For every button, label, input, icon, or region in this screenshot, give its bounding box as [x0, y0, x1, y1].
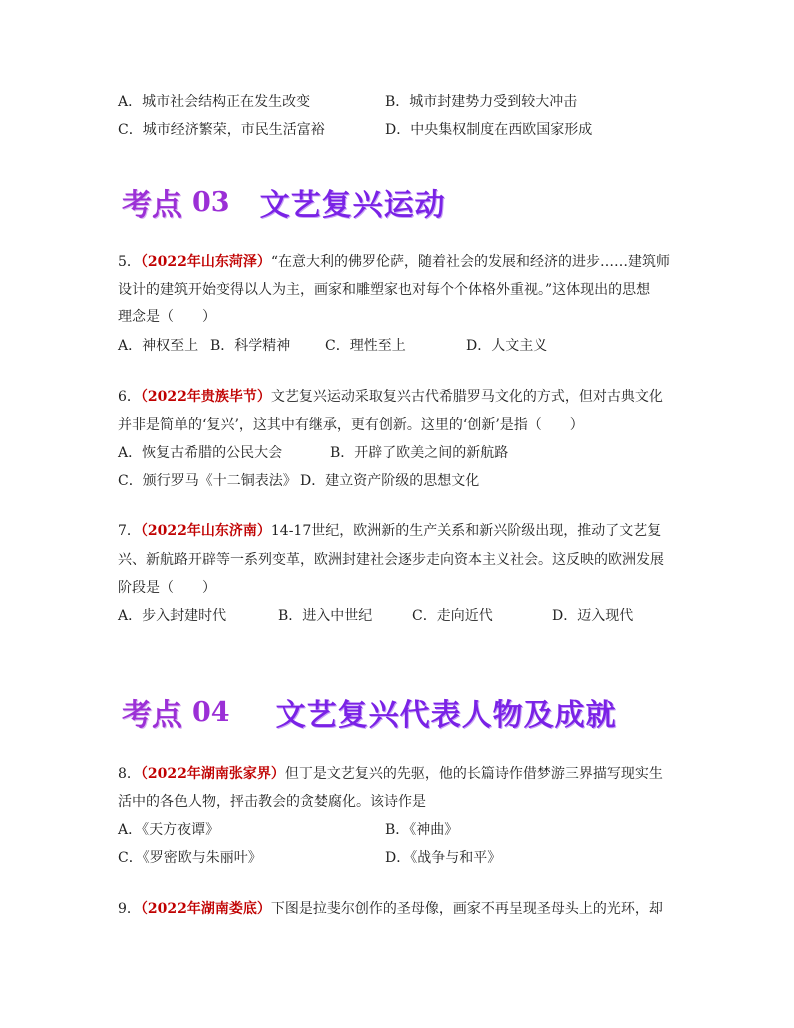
section-number: 04 — [192, 696, 230, 728]
option-b: B．科学精神 — [210, 338, 291, 354]
question-text: 下图是拉斐尔创作的圣母像，画家不再呈现圣母头上的光环，却 — [270, 901, 663, 917]
section-title: 文艺复兴运动 — [259, 188, 446, 223]
question-line — [118, 521, 661, 541]
option-a: A．神权至上 — [118, 338, 199, 354]
section-label: 考点 — [122, 188, 182, 223]
option-a: A．城市社会结构正在发生改变 — [118, 94, 311, 110]
section-04-heading — [122, 690, 617, 740]
question-text: 14-17世纪，欧洲新的生产关系和新兴阶级出现，推动了文艺复 — [270, 523, 662, 539]
option-c: C．《罗密欧与朱丽叶》 — [118, 850, 262, 866]
question-text: 文艺复兴运动采取复兴古代希腊罗马文化的方式，但对古典文化 — [270, 389, 663, 405]
option-d: D．中央集权制度在西欧国家形成 — [385, 122, 593, 138]
question-line — [118, 764, 663, 784]
question-source: （2022年山东济南） — [140, 523, 271, 539]
option-c: C．城市经济繁荣，市民生活富裕 — [118, 122, 325, 138]
option-c: C．理性至上 — [325, 338, 406, 354]
question-source: （2022年山东菏泽） — [140, 254, 271, 270]
question-line — [118, 252, 670, 272]
option-a: A．《天方夜谭》 — [118, 822, 220, 838]
section-title: 文艺复兴代表人物及成就 — [275, 698, 617, 733]
option-b: B．城市封建势力受到较大冲击 — [385, 94, 578, 110]
question-line: 阶段是（ ） — [118, 580, 216, 596]
option-c: C．颁行罗马《十二铜表法》 — [118, 473, 297, 489]
question-line: 兴、新航路开辟等一系列变革，欧洲封建社会逐步走向资本主义社会。这反映的欧洲发展 — [118, 552, 664, 568]
question-text: “在意大利的佛罗伦萨，随着社会的发展和经济的进步……建筑师 — [270, 254, 671, 270]
section-label: 考点 — [122, 698, 182, 733]
option-d: D．《战争与和平》 — [385, 850, 502, 866]
option-b: B．进入中世纪 — [278, 608, 373, 624]
question-source: （2022年贵族毕节） — [140, 389, 271, 405]
question-line — [118, 387, 663, 407]
question-line: 设计的建筑开始变得以人为主，画家和雕塑家也对每个个体格外重视。”这体现出的思想 — [118, 282, 651, 298]
question-text: 但丁是文艺复兴的先驱，他的长篇诗作借梦游三界描写现实生 — [284, 766, 663, 782]
option-d: D．迈入现代 — [552, 608, 634, 624]
option-b: B．《神曲》 — [385, 822, 459, 838]
option-c: C．走向近代 — [412, 608, 493, 624]
section-number: 03 — [192, 186, 230, 218]
question-source: （2022年湖南张家界） — [140, 766, 285, 782]
question-line: 理念是（ ） — [118, 309, 216, 325]
option-d: D．建立资产阶级的思想文化 — [300, 473, 480, 489]
option-a: A．步入封建时代 — [118, 608, 227, 624]
question-line — [118, 899, 663, 919]
question-line: 并非是简单的‘复兴’，这其中有继承，更有创新。这里的‘创新’是指（ ） — [118, 417, 584, 433]
question-number: 6． — [118, 389, 141, 405]
question-number: 5． — [118, 254, 141, 270]
question-number: 8． — [118, 766, 141, 782]
question-number: 9． — [118, 901, 141, 917]
section-03-heading — [122, 180, 446, 230]
option-b: B．开辟了欧美之间的新航路 — [330, 445, 509, 461]
option-a: A．恢复古希腊的公民大会 — [118, 445, 283, 461]
question-source: （2022年湖南娄底） — [140, 901, 271, 917]
question-number: 7． — [118, 523, 141, 539]
question-line: 活中的各色人物，抨击教会的贪婪腐化。该诗作是 — [118, 794, 426, 810]
option-d: D．人文主义 — [466, 338, 548, 354]
